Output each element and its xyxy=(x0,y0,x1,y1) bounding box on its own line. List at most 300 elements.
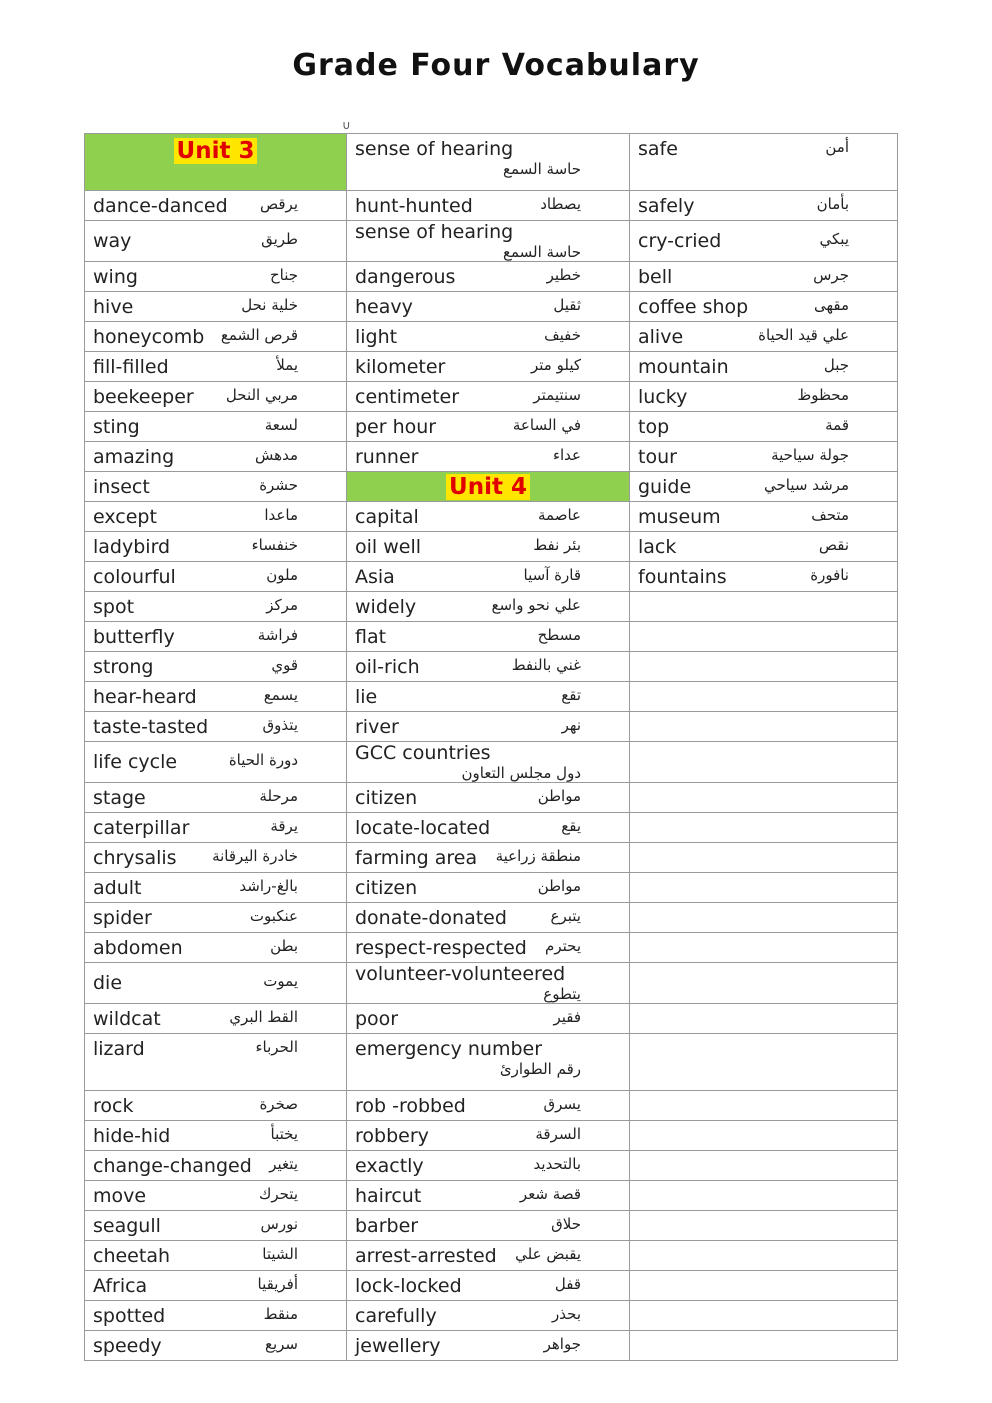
english-word: sting xyxy=(93,415,140,438)
english-word: strong xyxy=(93,655,154,678)
english-word: cry-cried xyxy=(638,230,722,252)
vocab-cell xyxy=(85,322,347,352)
vocab-cell xyxy=(630,1091,898,1121)
vocab-cell xyxy=(85,442,347,472)
vocab-cell xyxy=(630,1004,898,1034)
vocab-cell xyxy=(85,472,347,502)
english-word: haircut xyxy=(355,1184,422,1207)
arabic-translation: طريق xyxy=(261,230,298,248)
vocab-cell xyxy=(347,562,630,592)
table-row xyxy=(85,1271,898,1301)
english-word: coffee shop xyxy=(638,295,749,318)
arabic-translation: صخرة xyxy=(259,1094,298,1113)
english-word: taste-tasted xyxy=(93,715,209,738)
vocab-cell xyxy=(630,1121,898,1151)
table-row xyxy=(85,1181,898,1211)
english-word: light xyxy=(355,325,398,348)
arabic-translation: ثقيل xyxy=(553,295,581,314)
arabic-translation: حاسة السمع xyxy=(503,243,581,261)
arabic-translation: مدهش xyxy=(255,445,298,464)
vocab-cell xyxy=(347,963,630,1004)
arabic-translation: يحترم xyxy=(545,936,581,955)
arabic-translation: عداء xyxy=(552,445,581,464)
vocab-cell xyxy=(630,742,898,783)
table-row xyxy=(85,1211,898,1241)
vocab-cell xyxy=(347,322,630,352)
vocab-cell xyxy=(630,502,898,532)
vocab-cell xyxy=(85,262,347,292)
vocab-cell xyxy=(85,843,347,873)
vocab-cell xyxy=(630,134,898,191)
table-row xyxy=(85,262,898,292)
table-row xyxy=(85,1004,898,1034)
english-word: jewellery xyxy=(355,1334,441,1357)
english-word: rob -robbed xyxy=(355,1094,466,1117)
vocab-cell xyxy=(347,712,630,742)
english-word: lucky xyxy=(638,385,688,408)
vocab-cell xyxy=(347,191,630,221)
arabic-translation: قفل xyxy=(554,1274,581,1293)
vocab-cell xyxy=(85,1271,347,1301)
arabic-translation: غني بالنفط xyxy=(511,655,581,674)
vocab-cell xyxy=(347,1091,630,1121)
arabic-translation: يسمع xyxy=(263,685,298,704)
vocab-cell xyxy=(85,1121,347,1151)
arabic-translation: فقير xyxy=(553,1007,581,1026)
arabic-translation: تقع xyxy=(561,685,581,704)
vocab-cell xyxy=(347,1181,630,1211)
vocab-cell xyxy=(85,592,347,622)
english-word: way xyxy=(93,230,132,252)
arabic-translation: بالتحديد xyxy=(533,1154,581,1173)
english-word: sense of hearing xyxy=(355,221,514,243)
table-row xyxy=(85,1241,898,1271)
vocab-cell xyxy=(85,682,347,712)
english-word: change-changed xyxy=(93,1154,252,1177)
arabic-translation: محظوظ xyxy=(797,385,849,404)
arabic-translation: خادرة اليرقانة xyxy=(212,846,298,865)
english-word: alive xyxy=(638,325,684,348)
vocabulary-table xyxy=(84,133,898,1361)
arabic-translation: الحرباء xyxy=(255,1038,298,1056)
arabic-translation: خلية نحل xyxy=(241,295,298,314)
vocab-cell xyxy=(630,712,898,742)
arabic-translation: سنتيمتر xyxy=(533,385,581,404)
english-word: caterpillar xyxy=(93,816,190,839)
arabic-translation: يرقة xyxy=(270,816,298,835)
vocab-cell xyxy=(85,191,347,221)
arabic-translation: أفريقيا xyxy=(257,1274,298,1293)
english-word: safe xyxy=(638,138,678,160)
vocab-cell xyxy=(85,221,347,262)
english-word: wing xyxy=(93,265,138,288)
english-word: fountains xyxy=(638,565,727,588)
vocab-cell xyxy=(630,1151,898,1181)
vocab-cell xyxy=(85,813,347,843)
english-word: wildcat xyxy=(93,1007,161,1030)
table-row xyxy=(85,134,898,191)
arabic-translation: جرس xyxy=(813,265,849,284)
english-word: Asia xyxy=(355,565,395,588)
english-word: cheetah xyxy=(93,1244,171,1267)
table-row xyxy=(85,1301,898,1331)
arabic-translation: عاصمة xyxy=(538,505,581,524)
english-word: ladybird xyxy=(93,535,171,558)
english-word: robbery xyxy=(355,1124,429,1147)
table-row xyxy=(85,1034,898,1091)
english-word: runner xyxy=(355,445,419,468)
arabic-translation: قصة شعر xyxy=(519,1184,581,1203)
english-word: hive xyxy=(93,295,134,318)
arabic-translation: خطير xyxy=(546,265,581,284)
arabic-translation: نهر xyxy=(561,715,581,734)
vocab-cell xyxy=(347,1331,630,1361)
english-word: flat xyxy=(355,625,387,648)
vocab-cell xyxy=(85,933,347,963)
arabic-translation: حلاق xyxy=(551,1214,581,1233)
table-row xyxy=(85,742,898,783)
arabic-translation: منقط xyxy=(263,1304,298,1323)
vocab-cell xyxy=(347,1004,630,1034)
vocab-cell xyxy=(85,783,347,813)
unit-label: Unit 4 xyxy=(446,474,530,500)
table-row xyxy=(85,873,898,903)
arabic-translation: نافورة xyxy=(810,565,849,584)
english-word: tour xyxy=(638,445,677,468)
english-word: farming area xyxy=(355,846,478,869)
english-word: carefully xyxy=(355,1304,437,1327)
vocab-cell xyxy=(347,1151,630,1181)
vocab-cell xyxy=(347,933,630,963)
vocab-cell xyxy=(85,1004,347,1034)
english-word: spot xyxy=(93,595,135,618)
arabic-translation: بحذر xyxy=(552,1304,581,1323)
table-row xyxy=(85,652,898,682)
vocab-cell xyxy=(85,712,347,742)
vocab-cell xyxy=(630,783,898,813)
vocab-cell xyxy=(347,783,630,813)
arabic-translation: عنكبوت xyxy=(249,906,298,925)
table-row xyxy=(85,502,898,532)
vocab-cell xyxy=(630,442,898,472)
arabic-translation: ماعدا xyxy=(264,505,298,524)
english-word: except xyxy=(93,505,157,528)
arabic-translation: جواهر xyxy=(543,1334,581,1353)
arabic-translation: رقم الطوارئ xyxy=(499,1060,581,1078)
vocab-cell xyxy=(347,1241,630,1271)
arabic-translation: منطقة زراعية xyxy=(495,846,581,865)
english-word: rock xyxy=(93,1094,134,1117)
english-word: die xyxy=(93,972,123,994)
english-word: capital xyxy=(355,505,419,528)
english-word: citizen xyxy=(355,876,418,899)
arabic-translation: مربي النحل xyxy=(225,385,298,404)
vocab-cell xyxy=(85,1211,347,1241)
vocab-cell xyxy=(630,221,898,262)
english-word: locate-located xyxy=(355,816,491,839)
vocab-cell xyxy=(630,813,898,843)
english-word: spider xyxy=(93,906,152,929)
english-word: lie xyxy=(355,685,378,708)
english-word: lack xyxy=(638,535,677,558)
arabic-translation: نقص xyxy=(818,535,849,554)
vocab-cell xyxy=(85,652,347,682)
arabic-translation: يبكي xyxy=(819,230,849,248)
arabic-translation: دول مجلس التعاون xyxy=(461,764,581,782)
arabic-translation: بطن xyxy=(270,936,298,955)
vocab-cell xyxy=(347,873,630,903)
vocab-cell xyxy=(85,292,347,322)
vocab-cell xyxy=(630,191,898,221)
arabic-translation: علي قيد الحياة xyxy=(758,325,849,344)
vocab-cell xyxy=(85,1241,347,1271)
vocab-cell xyxy=(347,134,630,191)
arabic-translation: في الساعة xyxy=(512,415,581,434)
vocab-cell xyxy=(630,352,898,382)
arabic-translation: فراشة xyxy=(257,625,298,644)
vocab-cell xyxy=(347,843,630,873)
table-row xyxy=(85,933,898,963)
table-row xyxy=(85,532,898,562)
arabic-translation: قرص الشمع xyxy=(220,325,298,344)
arabic-translation: لسعة xyxy=(264,415,298,434)
english-word: museum xyxy=(638,505,721,528)
arabic-translation: مواطن xyxy=(537,786,581,805)
vocab-cell xyxy=(85,1181,347,1211)
arabic-translation: قمة xyxy=(825,415,849,434)
english-word: chrysalis xyxy=(93,846,177,869)
vocab-cell xyxy=(347,813,630,843)
english-word: Africa xyxy=(93,1274,148,1297)
arabic-translation: حاسة السمع xyxy=(503,160,581,178)
vocab-cell xyxy=(347,1211,630,1241)
english-word: stage xyxy=(93,786,146,809)
english-word: dance-danced xyxy=(93,194,228,217)
vocab-cell xyxy=(630,903,898,933)
english-word: life cycle xyxy=(93,751,178,773)
table-row xyxy=(85,1121,898,1151)
vocab-cell xyxy=(630,1301,898,1331)
arabic-translation: القط البري xyxy=(229,1007,298,1026)
english-word: abdomen xyxy=(93,936,183,959)
table-row xyxy=(85,352,898,382)
english-word: kilometer xyxy=(355,355,446,378)
vocab-cell xyxy=(85,532,347,562)
vocab-cell xyxy=(630,1181,898,1211)
arabic-translation: يملأ xyxy=(276,355,298,374)
table-row xyxy=(85,442,898,472)
english-word: hide-hid xyxy=(93,1124,171,1147)
vocab-cell xyxy=(630,1034,898,1091)
english-word: centimeter xyxy=(355,385,460,408)
english-word: arrest-arrested xyxy=(355,1244,497,1267)
vocab-cell xyxy=(630,622,898,652)
vocab-cell xyxy=(85,1151,347,1181)
english-word: poor xyxy=(355,1007,399,1030)
arabic-translation: الشيتا xyxy=(262,1244,298,1263)
arabic-translation: بأمان xyxy=(816,194,849,213)
vocab-cell xyxy=(85,352,347,382)
arabic-translation: يقع xyxy=(561,816,581,835)
vocab-cell xyxy=(347,682,630,712)
table-row xyxy=(85,963,898,1004)
english-word: emergency number xyxy=(355,1038,543,1060)
english-word: oil well xyxy=(355,535,422,558)
table-row xyxy=(85,622,898,652)
vocab-cell xyxy=(347,262,630,292)
english-word: volunteer-volunteered xyxy=(355,963,566,985)
table-row xyxy=(85,562,898,592)
vocab-cell xyxy=(630,262,898,292)
arabic-translation: نورس xyxy=(260,1214,298,1233)
arabic-translation: ملون xyxy=(266,565,298,584)
arabic-translation: حشرة xyxy=(259,475,298,494)
vocab-cell xyxy=(347,1034,630,1091)
table-row xyxy=(85,712,898,742)
vocab-cell xyxy=(347,412,630,442)
table-row xyxy=(85,382,898,412)
arabic-translation: متحف xyxy=(811,505,849,524)
vocab-cell xyxy=(630,592,898,622)
arabic-translation: كيلو متر xyxy=(531,355,581,374)
arabic-translation: دورة الحياة xyxy=(228,751,298,769)
english-word: respect-respected xyxy=(355,936,527,959)
english-word: beekeeper xyxy=(93,385,194,408)
arabic-translation: قارة آسيا xyxy=(523,565,581,584)
vocab-cell xyxy=(630,562,898,592)
vocab-cell xyxy=(630,1271,898,1301)
unit-header-cell xyxy=(85,134,347,191)
english-word: hear-heard xyxy=(93,685,197,708)
table-row xyxy=(85,412,898,442)
english-word: barber xyxy=(355,1214,419,1237)
vocab-cell xyxy=(85,1034,347,1091)
english-word: sense of hearing xyxy=(355,138,514,160)
english-word: dangerous xyxy=(355,265,456,288)
table-row xyxy=(85,1331,898,1361)
vocab-cell xyxy=(347,1121,630,1151)
arabic-translation: يتطوع xyxy=(543,985,581,1003)
english-word: citizen xyxy=(355,786,418,809)
vocab-cell xyxy=(630,873,898,903)
table-row xyxy=(85,472,898,502)
vocab-cell xyxy=(85,963,347,1004)
vocab-cell xyxy=(347,442,630,472)
english-word: bell xyxy=(638,265,673,288)
english-word: fill-filled xyxy=(93,355,169,378)
vocab-cell xyxy=(347,903,630,933)
english-word: colourful xyxy=(93,565,176,588)
vocab-cell xyxy=(630,1241,898,1271)
vocab-cell xyxy=(85,622,347,652)
arabic-translation: يتحرك xyxy=(258,1184,298,1203)
english-word: per hour xyxy=(355,415,437,438)
table-row xyxy=(85,1091,898,1121)
english-word: honeycomb xyxy=(93,325,205,348)
arabic-translation: قوي xyxy=(271,655,298,674)
vocab-cell xyxy=(85,873,347,903)
scan-mark: ∪ xyxy=(342,118,351,132)
english-word: donate-donated xyxy=(355,906,507,929)
vocab-cell xyxy=(630,1211,898,1241)
table-row xyxy=(85,592,898,622)
vocab-cell xyxy=(347,532,630,562)
vocab-cell xyxy=(347,1301,630,1331)
english-word: amazing xyxy=(93,445,175,468)
vocab-cell xyxy=(85,1091,347,1121)
arabic-translation: جناح xyxy=(269,265,298,284)
vocab-cell xyxy=(85,742,347,783)
vocab-cell xyxy=(347,502,630,532)
vocab-cell xyxy=(347,592,630,622)
vocab-cell xyxy=(630,843,898,873)
english-word: river xyxy=(355,715,399,738)
vocab-cell xyxy=(85,382,347,412)
english-word: lizard xyxy=(93,1038,145,1060)
vocab-cell xyxy=(85,412,347,442)
english-word: move xyxy=(93,1184,147,1207)
arabic-translation: مقهى xyxy=(813,295,849,314)
vocab-cell xyxy=(630,963,898,1004)
english-word: speedy xyxy=(93,1334,162,1357)
table-row xyxy=(85,292,898,322)
unit-header-cell xyxy=(347,472,630,502)
vocab-cell xyxy=(347,221,630,262)
english-word: spotted xyxy=(93,1304,166,1327)
vocab-cell xyxy=(85,1301,347,1331)
table-row xyxy=(85,783,898,813)
arabic-translation: خنفساء xyxy=(251,535,298,554)
vocab-cell xyxy=(347,652,630,682)
arabic-translation: مسطح xyxy=(537,625,581,644)
english-word: guide xyxy=(638,475,692,498)
english-word: top xyxy=(638,415,670,438)
arabic-translation: بالغ-راشد xyxy=(239,876,298,895)
vocab-cell xyxy=(630,933,898,963)
english-word: mountain xyxy=(638,355,729,378)
english-word: oil-rich xyxy=(355,655,420,678)
english-word: seagull xyxy=(93,1214,161,1237)
arabic-translation: خفيف xyxy=(544,325,581,344)
vocab-cell xyxy=(85,502,347,532)
table-row xyxy=(85,813,898,843)
english-word: safely xyxy=(638,194,695,217)
vocab-cell xyxy=(630,682,898,712)
arabic-translation: يسرق xyxy=(543,1094,581,1113)
english-word: insect xyxy=(93,475,150,498)
vocab-cell xyxy=(85,562,347,592)
vocab-cell xyxy=(630,412,898,442)
table-row xyxy=(85,322,898,352)
table-row xyxy=(85,903,898,933)
arabic-translation: يموت xyxy=(263,972,298,990)
arabic-translation: جولة سياحية xyxy=(771,445,849,464)
english-word: heavy xyxy=(355,295,413,318)
arabic-translation: يتبرع xyxy=(550,906,581,925)
vocab-cell xyxy=(630,292,898,322)
arabic-translation: مرحلة xyxy=(259,786,298,805)
english-word: hunt-hunted xyxy=(355,194,473,217)
arabic-translation: جبل xyxy=(823,355,849,374)
arabic-translation: مرشد سياحي xyxy=(764,475,849,494)
arabic-translation: يتذوق xyxy=(262,715,298,734)
vocab-cell xyxy=(347,382,630,412)
table-row xyxy=(85,1151,898,1181)
arabic-translation: علي نحو واسع xyxy=(491,595,581,614)
table-row xyxy=(85,191,898,221)
vocab-cell xyxy=(347,622,630,652)
unit-label: Unit 3 xyxy=(174,138,258,164)
